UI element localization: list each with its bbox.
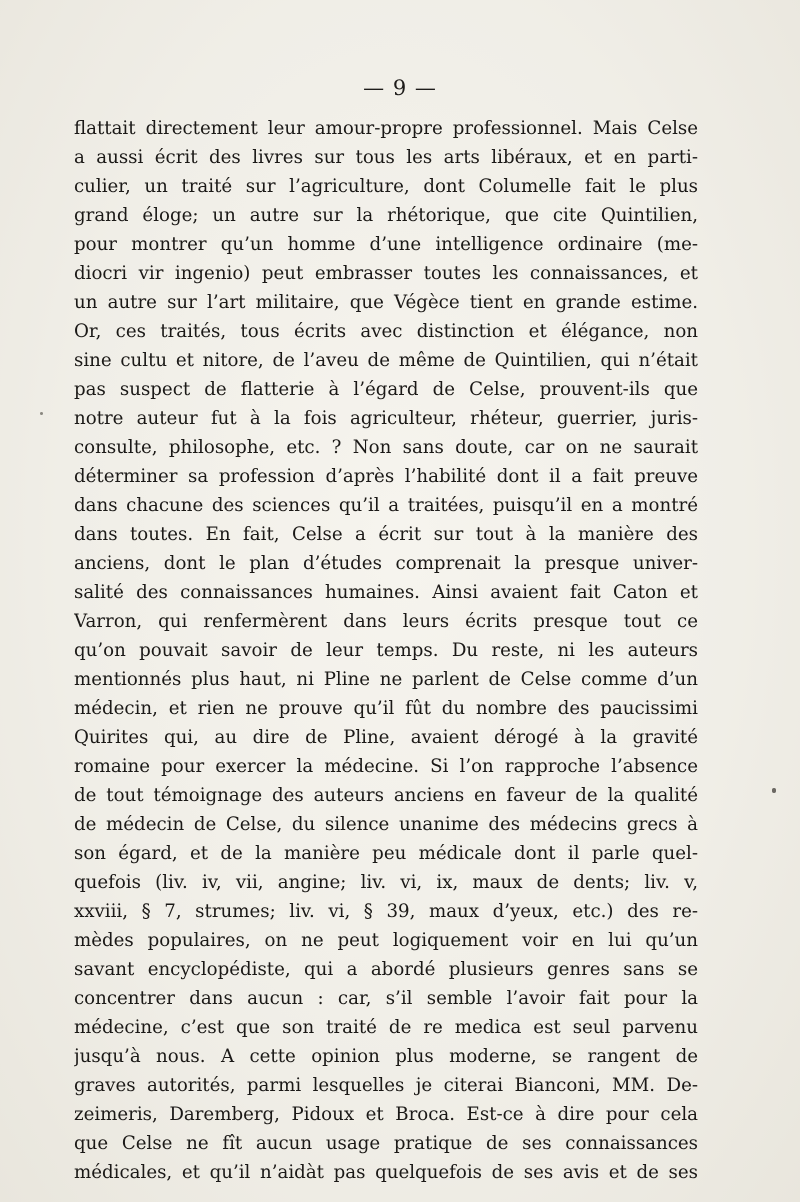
text-line: de médecin de Celse, du silence unanime des médecins grecs à <box>74 814 698 835</box>
text-line: que Celse ne fît aucun usage pratique de ses connaissances <box>74 1133 698 1154</box>
text-line: culier, un traité sur l’agriculture, dont Columelle fait le plus <box>74 176 698 197</box>
body-text <box>74 114 698 1187</box>
text-line: qu’on pouvait savoir de leur temps. Du reste, ni les auteurs <box>74 640 698 661</box>
text-line: diocri vir ingenio) peut embrasser toutes les connaissances, et <box>74 263 698 284</box>
text-line: pour montrer qu’un homme d’une intelligence ordinaire (me- <box>74 234 698 255</box>
text-line: jusqu’à nous. A cette opinion plus moderne, se rangent de <box>74 1046 698 1067</box>
text-line: médicales, et qu’il n’aidàt pas quelquefois de ses avis et de ses <box>74 1162 698 1183</box>
text-line: mentionnés plus haut, ni Pline ne parlent de Celse comme d’un <box>74 669 698 690</box>
text-line: anciens, dont le plan d’études comprenait la presque univer- <box>74 553 698 574</box>
text-line: dans toutes. En fait, Celse a écrit sur tout à la manière des <box>74 524 698 545</box>
text-line: un autre sur l’art militaire, que Végèce tient en grande estime. <box>74 292 698 313</box>
text-line: médecine, c’est que son traité de re medica est seul parvenu <box>74 1017 698 1038</box>
text-line: concentrer dans aucun : car, s’il semble l’avoir fait pour la <box>74 988 698 1009</box>
text-line: de tout témoignage des auteurs anciens en faveur de la qualité <box>74 785 698 806</box>
text-line: son égard, et de la manière peu médicale dont il parle quel- <box>74 843 698 864</box>
text-line: salité des connaissances humaines. Ainsi avaient fait Caton et <box>74 582 698 603</box>
text-line: pas suspect de flatterie à l’égard de Celse, prouvent-ils que <box>74 379 698 400</box>
text-line: Or, ces traités, tous écrits avec distinction et élégance, non <box>74 321 698 342</box>
text-line: quefois (liv. iv, vii, angine; liv. vi, ix, maux de dents; liv. v, <box>74 872 698 893</box>
text-line: graves autorités, parmi lesquelles je citerai Bianconi, MM. De- <box>74 1075 698 1096</box>
ink-speck <box>772 788 776 793</box>
text-line: a aussi écrit des livres sur tous les arts libéraux, et en parti- <box>74 147 698 168</box>
text-line: grand éloge; un autre sur la rhétorique, que cite Quintilien, <box>74 205 698 226</box>
text-line: Quirites qui, au dire de Pline, avaient dérogé à la gravité <box>74 727 698 748</box>
text-line: Varron, qui renfermèrent dans leurs écrits presque tout ce <box>74 611 698 632</box>
text-line: romaine pour exercer la médecine. Si l’on rapproche l’absence <box>74 756 698 777</box>
text-line: savant encyclopédiste, qui a abordé plusieurs genres sans se <box>74 959 698 980</box>
text-line: déterminer sa profession d’après l’habilité dont il a fait preuve <box>74 466 698 487</box>
text-line: flattait directement leur amour-propre professionnel. Mais Celse <box>74 118 698 139</box>
text-line: médecin, et rien ne prouve qu’il fût du nombre des paucissimi <box>74 698 698 719</box>
text-line: dans chacune des sciences qu’il a traitées, puisqu’il en a montré <box>74 495 698 516</box>
text-line: notre auteur fut à la fois agriculteur, rhéteur, guerrier, juris- <box>74 408 698 429</box>
page-number: — 9 — <box>363 76 437 100</box>
text-line: xxviii, § 7, strumes; liv. vi, § 39, maux d’yeux, etc.) des re- <box>74 901 698 922</box>
text-line: consulte, philosophe, etc. ? Non sans doute, car on ne saurait <box>74 437 698 458</box>
text-line: zeimeris, Daremberg, Pidoux et Broca. Est-ce à dire pour cela <box>74 1104 698 1125</box>
ink-speck <box>40 412 43 415</box>
text-line: sine cultu et nitore, de l’aveu de même de Quintilien, qui n’était <box>74 350 698 371</box>
text-line: mèdes populaires, on ne peut logiquement voir en lui qu’un <box>74 930 698 951</box>
